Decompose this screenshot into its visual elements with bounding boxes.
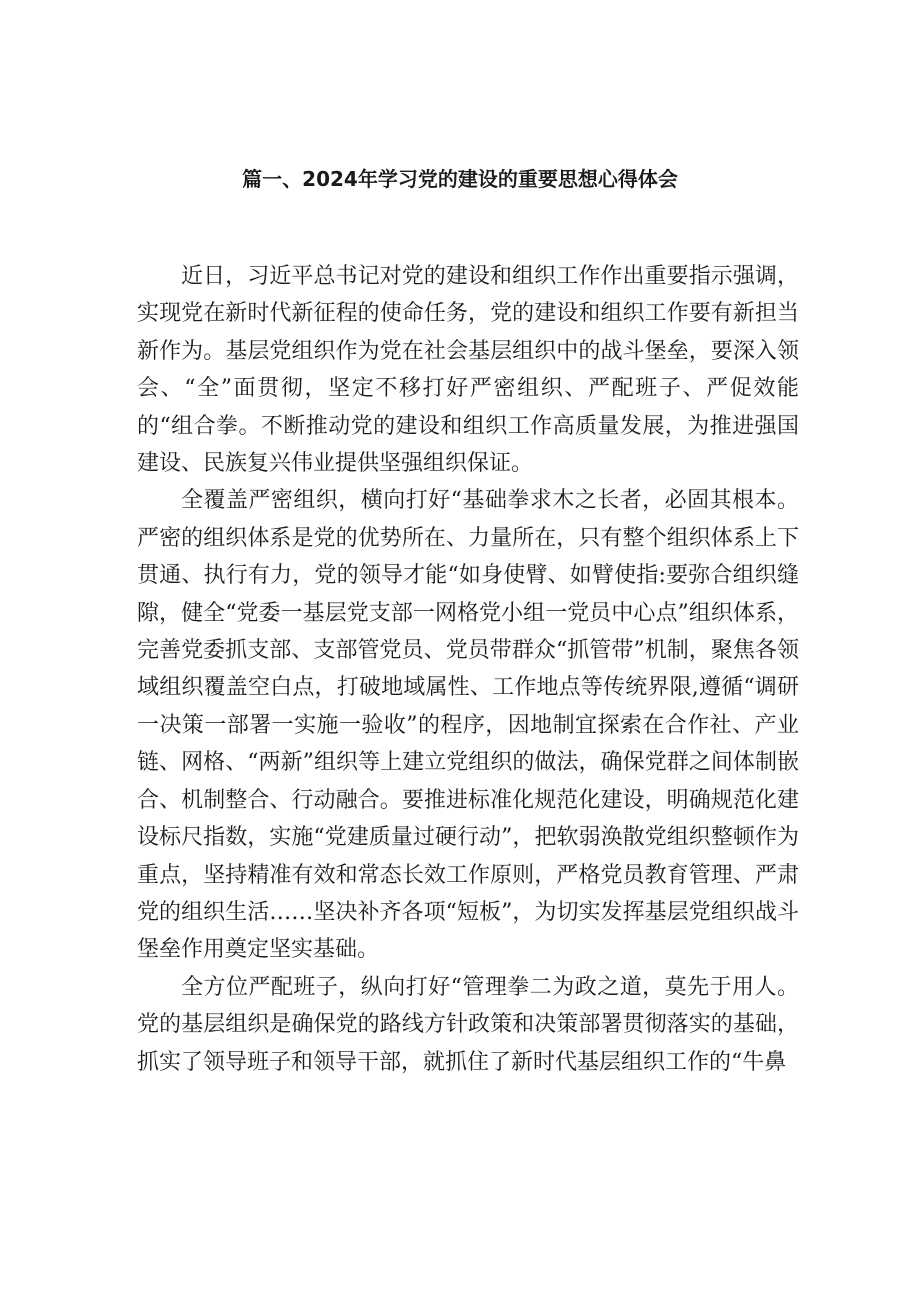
- paragraph-2: 全覆盖严密组织，横向打好“基础拳求木之长者，必固其根本。严密的组织体系是党的优势所在、力量所在，只有整个组织体系上下贯通、执行有力，党的领导才能“如身使臂、如臂使指:要弥合组织缝隙，健全“党委一基层党支部一网格党小组一党员中心点”组织体系，完善党委抓支部、支部管党员、党员带群众“抓管带”机制，聚焦各领域组织覆盖空白点，打破地域属性、工作地点等传统界限,遵循“调研一决策一部署一实施一验收”的程序，因地制宜探索在合作社、产业链、网格、“两新”组织等上建立党组织的做法，确保党群之间体制嵌合、机制整合、行动融合。要推进标准化规范化建设，明确规范化建设标尺指数，实施“党建质量过硬行动”，把软弱涣散党组织整顿作为重点，坚持精准有效和常态长效工作原则，严格党员教育管理、严肃党的组织生活……坚决补齐各项“短板”，为切实发挥基层党组织战斗堡垒作用奠定坚实基础。: [137, 488, 799, 963]
- paragraph-1: 近日，习近平总书记对党的建设和组织工作作出重要指示强调，实现党在新时代新征程的使命任务，党的建设和组织工作要有新担当新作为。基层党组织作为党在社会基层组织中的战斗堡垒，要深入领会、“全”面贯彻，坚定不移打好严密组织、严配班子、严促效能的“组合拳。不断推动党的建设和组织工作高质量发展，为推进强国建设、民族复兴伟业提供坚强组织保证。: [137, 264, 799, 477]
- document-title: 篇一、2024年学习党的建设的重要思想心得体会: [242, 167, 678, 191]
- paragraph-3: 全方位严配班子，纵向打好“管理拳二为政之道，莫先于用人。党的基层组织是确保党的路线方针政策和决策部署贯彻落实的基础，抓实了领导班子和领导干部，就抓住了新时代基层组织工作的“牛鼻: [137, 974, 799, 1075]
- document-body: [137, 258, 799, 1081]
